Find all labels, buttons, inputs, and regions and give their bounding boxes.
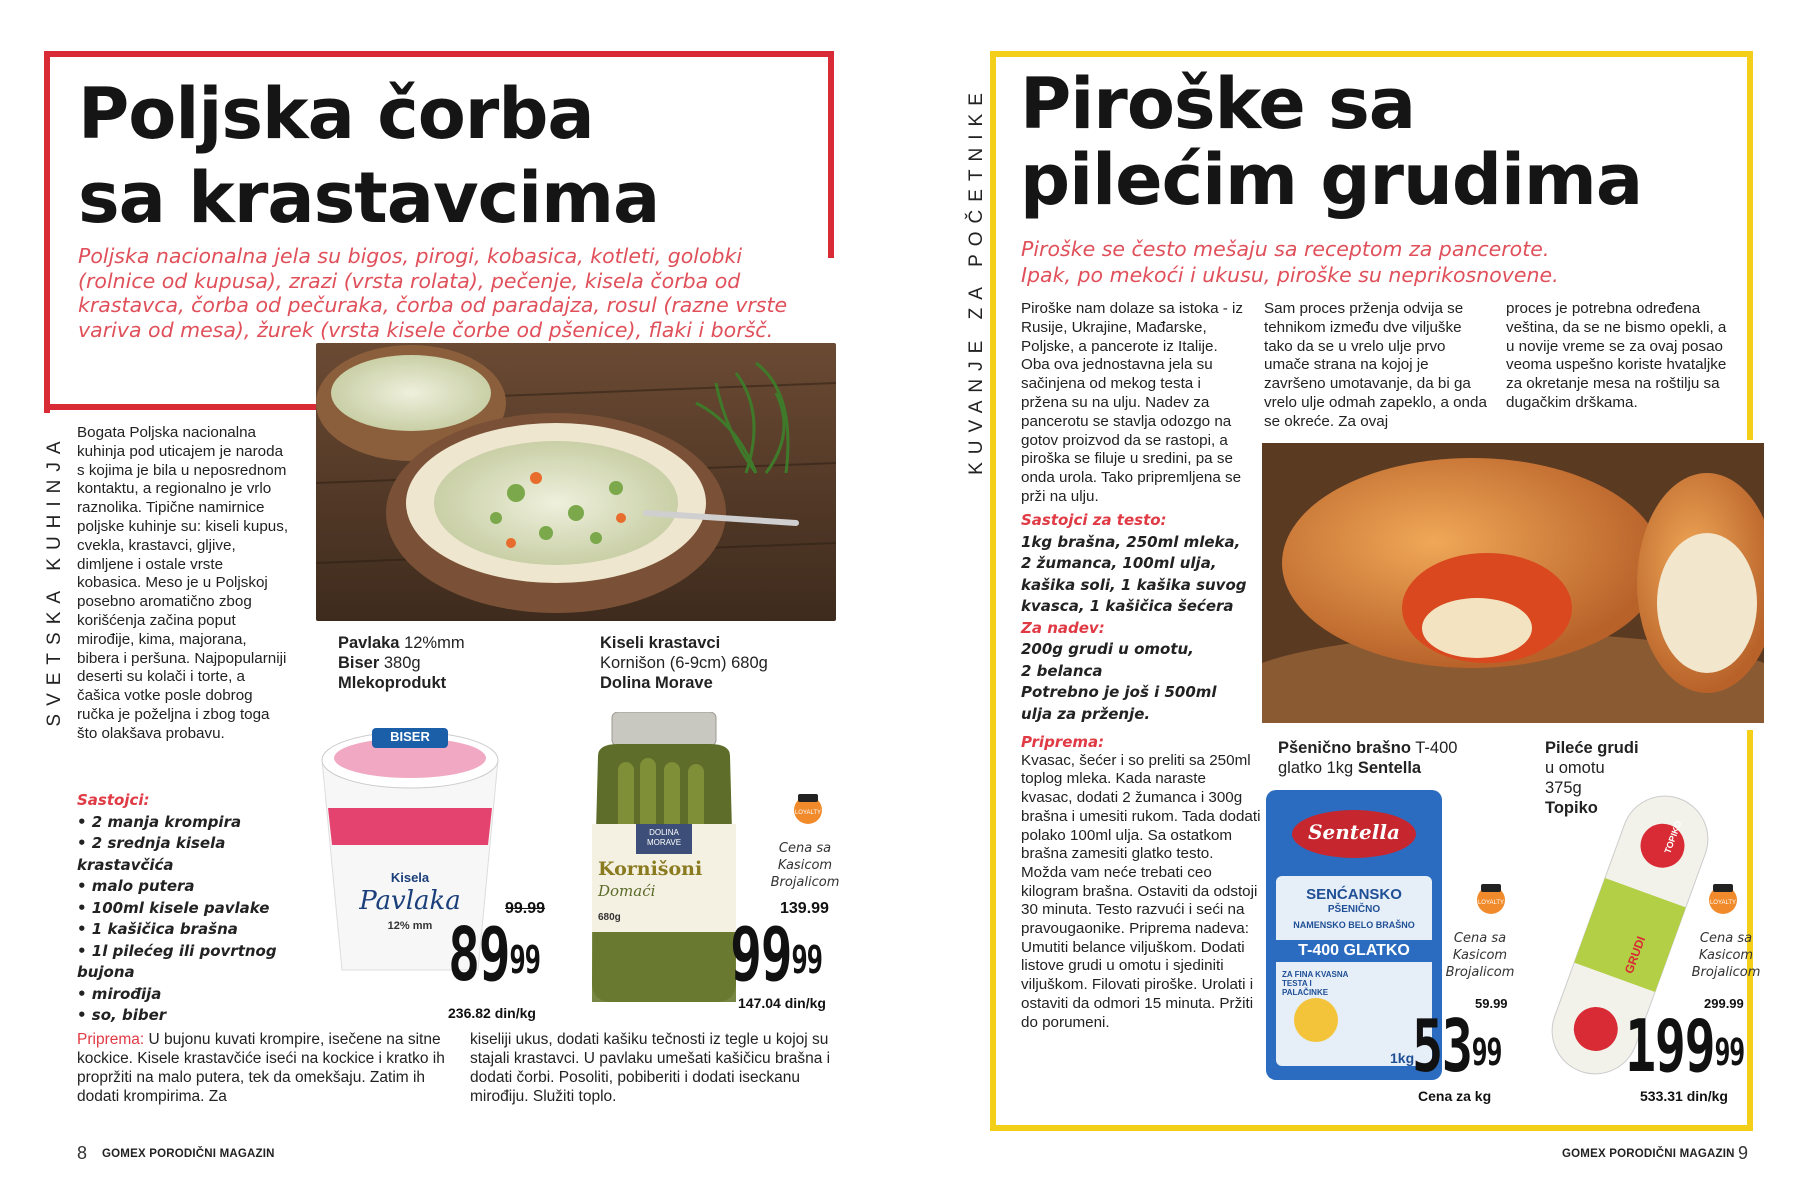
product-name: Pileće grudi	[1545, 739, 1639, 757]
side-label-text: SVETSKA KUHINJA	[44, 433, 65, 727]
product-brasno-name	[1278, 738, 1478, 778]
loyalty-piggy-icon	[1705, 880, 1741, 916]
prep-label: Priprema:	[77, 1031, 145, 1048]
footer-left: GOMEX PORODIČNI MAGAZIN	[102, 1148, 275, 1160]
loyalty-price: 299.99	[1704, 996, 1744, 1011]
intro-line-1: Piroške se često mešaju sa receptom za pancerote.	[1021, 237, 1550, 261]
product-brand-line: Biser	[338, 654, 380, 672]
pack-brand: Sentella	[1308, 820, 1400, 844]
pack-sub: PŠENIČNO	[1327, 904, 1381, 915]
right-intro	[1021, 236, 1721, 288]
product-maker: Topiko	[1545, 799, 1598, 817]
loyalty-text: Cena sa Kasicom Brojalicom	[1691, 931, 1761, 980]
right-page-title	[1020, 63, 1643, 221]
price-per-kg: Cena za kg	[1418, 1088, 1492, 1104]
prep-label: Priprema:	[1021, 733, 1105, 751]
pack-type: Kisela	[390, 870, 430, 885]
ingredient-item: • malo putera	[77, 877, 195, 895]
pack-title: SENĆANSKO	[1306, 886, 1402, 903]
side-label-text: KUVANJE ZA POČETNIKE	[966, 85, 987, 475]
old-price: 99.99	[505, 900, 546, 917]
page-number-right: 9	[1738, 1143, 1749, 1163]
product-desc: Kornišon (6-9cm) 680g	[600, 654, 768, 672]
title-line-1: Piroške sa	[1020, 63, 1415, 145]
pack-type: T-400 GLATKO	[1298, 942, 1410, 959]
product-maker: Dolina Morave	[600, 674, 713, 692]
ingredient-item: kvasca, 1 kašičica šećera	[1021, 597, 1234, 615]
product-weight: 375g	[1545, 779, 1582, 797]
pack-use: ZA FINA KVASNA TESTA I PALAČINKE	[1282, 970, 1349, 997]
soup-illustration	[316, 343, 836, 621]
product-pavlaka-name	[338, 633, 465, 693]
price-dec: 99	[1471, 1030, 1502, 1074]
svg-text:LOYALTY: LOYALTY	[1477, 900, 1505, 906]
svg-text:LOYALTY: LOYALTY	[794, 810, 822, 816]
product-desc: u omotu	[1545, 759, 1605, 777]
intro-text: Poljska nacionalna jela su bigos, pirogi, kobasica, kotleti, golobki (rolnice od kupusa), zrazi (vrsta rolata), pečenje, kisela čorba od krastavca, čorba od pečuraka, čorba od paradajza, rosul (razne vrste variva od mesa), žurek (vrsta kisele čorbe od pšenice), flaki i boršč.	[78, 244, 788, 342]
piroske-illustration	[1262, 443, 1764, 723]
left-preparation-a	[77, 1030, 457, 1106]
ingredient-item: • so, biber	[77, 1006, 167, 1024]
price-per-kg: 147.04 din/kg	[738, 995, 826, 1011]
ingredient-item: kašika soli, 1 kašika suvog	[1021, 575, 1247, 594]
right-ingredients	[1021, 510, 1261, 725]
ingredient-item: Potrebno je još i 500ml	[1021, 683, 1217, 701]
ingredient-item: 1kg brašna, 250ml mleka,	[1021, 532, 1241, 551]
title-line-1: Poljska čorba	[78, 73, 594, 155]
jar-brand: DOLINA MORAVE	[646, 828, 682, 847]
pack-weight: 1kg	[1390, 1050, 1415, 1066]
product-krastavci-name	[600, 633, 768, 693]
pack-line: NAMENSKO BELO BRAŠNO	[1293, 920, 1415, 930]
loyalty-text: Cena sa Kasicom Brojalicom	[1445, 931, 1515, 980]
ingredient-item: 2 belanca	[1021, 661, 1103, 680]
title-line-2: pilećim grudima	[1020, 139, 1643, 221]
pack-fat: 12% mm	[387, 920, 433, 932]
jar-label: Kornišoni	[598, 858, 703, 880]
product-maker: Mlekoprodukt	[338, 674, 447, 692]
loyalty-text: Cena sa Kasicom Brojalicom	[770, 841, 840, 890]
price-int: 199	[1625, 1004, 1715, 1088]
price-dec: 99	[1714, 1030, 1744, 1074]
product-name: Pavlaka	[338, 634, 400, 652]
product-type: T-400	[1410, 739, 1458, 757]
left-frame-bottom	[44, 404, 324, 410]
product-maker: Sentella	[1357, 759, 1422, 777]
pack-name: Pavlaka	[359, 886, 461, 916]
footer-right: GOMEX PORODIČNI MAGAZIN	[1562, 1148, 1735, 1160]
ingredient-item: 200g grudi u omotu,	[1021, 640, 1194, 658]
left-preparation-b: kiseliji ukus, dodati kašiku tečnosti iz tegle u kojoj su stajali krastavci. U pavlaku umešati kašičicu brašna i dodati čorbi. Posoliti, pobiberiti i dodati iseckanu mirođiju. Služiti toplo.	[470, 1031, 831, 1105]
jar-sub: Domaći	[598, 882, 656, 900]
left-body-text: Bogata Poljska nacionalna kuhinja pod uticajem je naroda s kojima je bila u neposrednom kontaktu, a regionalno je vrlo raznolika. Tipične namirnice poljske kuhinje su: kiseli kupus, cvekla, krastavci, gljive, dimljene i ostale vrste kobasica. Meso je u Poljskoj posebno aromatično zbog korišćenja začina poput mirođije, kima, majorana, bibera i peršuna. Najpopularniji deserti su kolači i torte, a čašica votke posle dobrog ručka je poželjna i zbog toga što olakšava probavu.	[77, 424, 289, 742]
product-name: Pšenično brašno	[1278, 739, 1411, 757]
price-int: 99	[730, 912, 792, 998]
ingredient-item: 2 žumanca, 100ml ulja,	[1021, 554, 1217, 572]
intro-line-2: Ipak, po mekoći i ukusu, piroške su neprikosnovene.	[1021, 263, 1559, 287]
price-pavlaka	[448, 912, 540, 998]
price-per-kg: 533.31 din/kg	[1640, 1088, 1728, 1104]
right-column-3: proces je potrebna određena veština, da se ne bismo opekli, a u novije vreme se za ovaj posao veoma uspešno koriste hvataljke za okretanje mesa na roštilju sa dugačkim drškama.	[1506, 300, 1727, 411]
ingredient-item: • 1 kašičica brašna	[77, 920, 238, 938]
jar-weight: 680g	[598, 912, 621, 923]
ingredients-label: Sastojci za testo:	[1021, 511, 1167, 529]
left-page-title	[78, 72, 659, 240]
price-dec: 99	[791, 938, 822, 983]
ingredients-label: Sastojci:	[77, 791, 150, 809]
soup-photo	[316, 343, 836, 621]
left-ingredients	[77, 790, 317, 1027]
price-int: 89	[448, 912, 510, 998]
ingredient-item: • 100ml kisele pavlake	[77, 898, 270, 917]
page-number-left: 8	[77, 1143, 88, 1163]
prep-text: Kvasac, šećer i so preliti sa 250ml toplog mleka. Kada naraste kvasac, dodati 2 žumanca i 300g brašna i umesiti rukom. Tada dodati polako 100ml ulja. Sa ostatkom brašna zamesiti glatko testo. Možda vam neće trebati ceo kilogram brašna. Ostaviti da odstoji 30 minuta. Testo razvući i seći na pravougaonike. Priprema nadeva: Umutiti belance viljuškom. Dodati listove grudi u omotu i sjediniti viljuškom. Filovati piroške. Urolati i ostaviti da odmori 15 minuta. Pržiti do porumeni.	[1021, 751, 1261, 1031]
ingredient-item: • 1l pilećeg ili povrtnog bujona	[77, 941, 277, 981]
title-line-2: sa krastavcima	[78, 157, 660, 239]
filling-label: Za nadev:	[1021, 618, 1105, 637]
price-dec: 99	[509, 938, 540, 983]
loyalty-piggy-icon	[1473, 880, 1509, 916]
product-name: Kiseli krastavci	[600, 634, 721, 652]
price-grudi	[1625, 1004, 1744, 1088]
right-side-label	[962, 70, 992, 490]
ingredient-item: ulja za prženje.	[1021, 704, 1151, 723]
right-column-2: Sam proces prženja odvija se tehnikom između dve viljuške tako da se u vrelo ulje prvo umače strana na kojoj je završeno umotavanje, da bi ga vrelo ulje odmah zapeklo, a onda se okreće. Za ovaj	[1264, 300, 1487, 430]
ingredient-item: • 2 srednja kisela krastavčića	[77, 834, 226, 874]
price-per-kg: 236.82 din/kg	[448, 1005, 536, 1021]
loyalty-price: 139.99	[780, 900, 829, 917]
loyalty-piggy-icon	[790, 790, 826, 826]
ingredient-item: • 2 manja krompira	[77, 812, 242, 831]
left-side-label	[40, 420, 70, 740]
krastavci-jar	[578, 712, 750, 1004]
product-desc: glatko 1kg	[1278, 759, 1358, 777]
svg-text:LOYALTY: LOYALTY	[1709, 900, 1737, 906]
right-preparation	[1021, 733, 1261, 1032]
right-column-1: Piroške nam dolaze sa istoka - iz Rusije, Ukrajine, Mađarske, Poljske, a pancerote iz Italije. Oba ova jednostavna jela su sačinjena od mekog testa i pržena su na ulju. Nadev za pancerotu se stavlja odozgo na gotov proizvod da se rastopi, a piroška se filuje u sredini, pa se onda urola. Tako pripremljena se prži na ulju.	[1021, 300, 1243, 505]
price-krastavci	[730, 912, 822, 998]
product-fat: 12%mm	[399, 634, 465, 652]
piroske-photo	[1262, 443, 1764, 723]
price-brasno	[1412, 1004, 1502, 1088]
prep-text-a: U bujonu kuvati krompire, isečene na sitne kockice. Kisele krastavčiće iseći na kockice i kratko ih propržiti na malo putera, tek da omekšaju. Zatim ih dodati krompirima. Za	[77, 1031, 445, 1105]
price-int: 53	[1412, 1004, 1472, 1088]
pack-brand: TOPIKO	[1662, 819, 1684, 855]
pack-name: GRUDI	[1621, 934, 1649, 976]
product-weight: 380g	[379, 654, 421, 672]
pack-brand: BISER	[390, 729, 430, 744]
left-intro	[78, 244, 818, 342]
loyalty-price: 59.99	[1475, 996, 1508, 1011]
ingredient-item: • mirođija	[77, 984, 162, 1003]
